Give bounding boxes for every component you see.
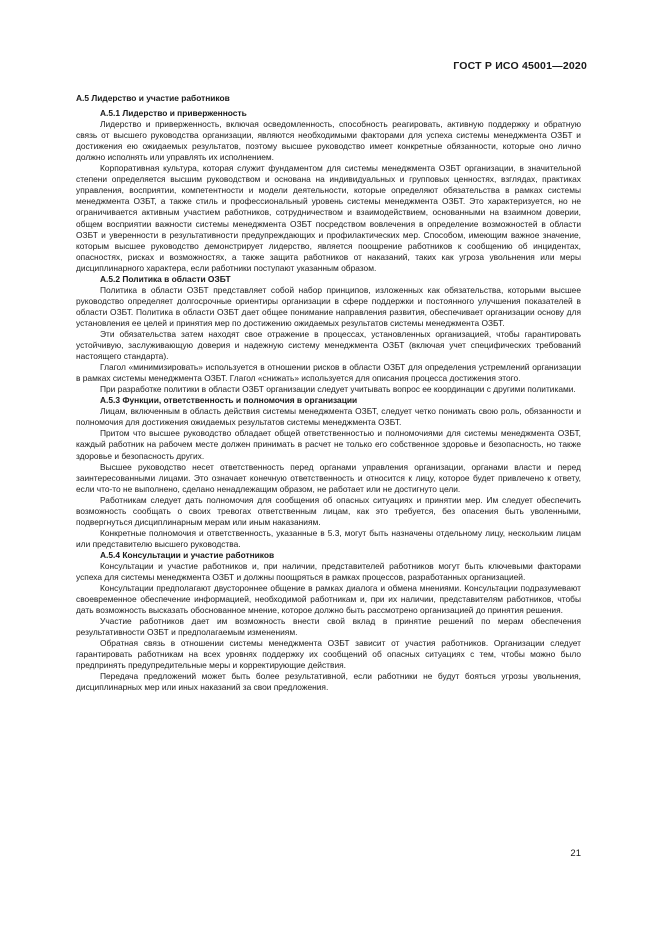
paragraph: Лидерство и приверженность, включая осведомленность, способность реагировать, активную поддержку и обратную связь от высшего руководства организации, являются необходимыми факторами для успеха системы менеджмента ОЗБТ и достижения ею ожидаемых результатов, поэтому высшее руководство имеет конкретные обязанности, которые оно лично должно исполнять или управлять их исполнением. — [76, 119, 581, 163]
subsection-title: А.5.3 Функции, ответственность и полномочия в организации — [100, 395, 358, 406]
paragraph: Корпоративная культура, которая служит фундаментом для системы менеджмента ОЗБТ организации, в значительной степени определяется высшим руководством и основана на индивидуальных и групповых ценностях, взглядах, практиках управления, восприятии, компетентности и модели деятельности, которые определяют обязательства в рамках системы менеджмента ОЗБТ, а также стиль и профессиональный уровень системы менеджмента ОЗБТ. Это характеризуется, но не ограничивается активным участием работников, сотрудничеством и взаимодействием, основанными на взаимном доверии, общем восприятии важности системы менеджмента ОЗБТ посредством вовлечения в определение возможностей в области ОЗБТ и уверенности в результативности предупреждающих и профилактических мер. Способом, имеющим важное значение, которым высшее руководство демонстрирует лидерство, является поощрение работников к сообщению об инцидентах, опасностях, рисках и возможностях, а также защита работников от наказаний, таких как угроза увольнения или меры дисциплинарного характера, если работники поступают указанным образом. — [76, 163, 581, 273]
paragraph: Высшее руководство несет ответственность перед органами управления организации, органами власти и перед заинтересованными лицами. Это означает конечную ответственность и относится к лицу, которое будет привлечено к ответу, если что-то не выполнено, сделано ненадлежащим образом, не работает или не достигнуто цели. — [76, 461, 581, 494]
paragraph: Работникам следует дать полномочия для сообщения об опасных ситуациях и принятии мер. Им следует обеспечить возможность сообщать о своих тревогах ответственным лицам, как это требуется, без опасения быть уволенными, подвергнуться дисциплинарным мерам или иным наказаниям. — [76, 494, 581, 527]
document-body — [76, 93, 581, 694]
page-number: 21 — [570, 848, 581, 859]
paragraph: Консультации предполагают двустороннее общение в рамках диалога и обмена мнениями. Консультации подразумевают своевременное обеспечение информацией, необходимой работникам и, при их наличии, представителям работников, чтобы дать возможность высказать обоснованное мнение, которое должно быть рассмотрено организацией до принятия решения. — [76, 583, 581, 616]
paragraph: Глагол «минимизировать» используется в отношении рисков в области ОЗБТ для определения устремлений организации в рамках системы менеджмента ОЗБТ. Глагол «снижать» используется для описания процесса достижения этого. — [76, 362, 581, 384]
paragraph: Передача предложений может быть более результативной, если работники не будут бояться угрозы увольнения, дисциплинарных мер или иных наказаний за свои предложения. — [76, 671, 581, 693]
paragraph: Притом что высшее руководство обладает общей ответственностью и полномочиями для системы менеджмента ОЗБТ, каждый работник на рабочем месте должен принимать в расчет не только его собственное здоровье и безопасность, но также здоровье и безопасность других. — [76, 428, 581, 461]
paragraph: Эти обязательства затем находят свое отражение в процессах, установленных организацией, чтобы гарантировать устойчивую, заслуживающую доверия и надежную систему менеджмента ОЗБТ (включая учет специфических требований настоящего стандарта). — [76, 328, 581, 362]
section-title: А.5 Лидерство и участие работников — [76, 93, 230, 103]
paragraph: Консультации и участие работников и, при наличии, представителей работников могут быть ключевыми факторами успеха для системы менеджмента ОЗБТ и должны поощряться в рамках процессов, разработанных организацией. — [76, 560, 581, 583]
paragraph: При разработке политики в области ОЗБТ организации следует учитывать вопрос ее координации с другими политиками. — [100, 384, 576, 395]
paragraph: Участие работников дает им возможность внести свой вклад в принятие решений по мерам обеспечения результативности ОЗБТ и предполагаемым изменениям. — [76, 616, 581, 638]
paragraph: Обратная связь в отношении системы менеджмента ОЗБТ зависит от участия работников. Организации следует гарантировать работникам на всех уровнях поддержку их сообщений об опасных ситуациях с тем, чтобы можно было предпринять предупредительные меры и корректирующие действия. — [76, 638, 581, 671]
subsection-title: А.5.1 Лидерство и приверженность — [100, 108, 247, 119]
paragraph: Конкретные полномочия и ответственность, указанные в 5.3, могут быть назначены отдельному лицу, нескольким лицам или представителю высшего руководства. — [76, 527, 581, 549]
standard-header: ГОСТ Р ИСО 45001—2020 — [453, 60, 587, 72]
paragraph: Политика в области ОЗБТ представляет собой набор принципов, изложенных как обязательства, которыми высшее руководство определяет долгосрочные ориентиры организации в сфере поддержки и постоянного улучшения показателей в области ОЗБТ. Политика в области ОЗБТ дает общее понимание направления развития, обеспечивает организации основу для установления ее целей и принятия мер по достижению ожидаемых результатов системы менеджмента ОЗБТ. — [76, 284, 581, 328]
paragraph: Лицам, включенным в область действия системы менеджмента ОЗБТ, следует четко понимать свою роль, обязанности и полномочия для достижения ожидаемых результатов системы менеджмента ОЗБТ. — [76, 406, 581, 428]
subsection-title: А.5.4 Консультации и участие работников — [100, 549, 275, 560]
subsection-title: А.5.2 Политика в области ОЗБТ — [100, 273, 231, 284]
